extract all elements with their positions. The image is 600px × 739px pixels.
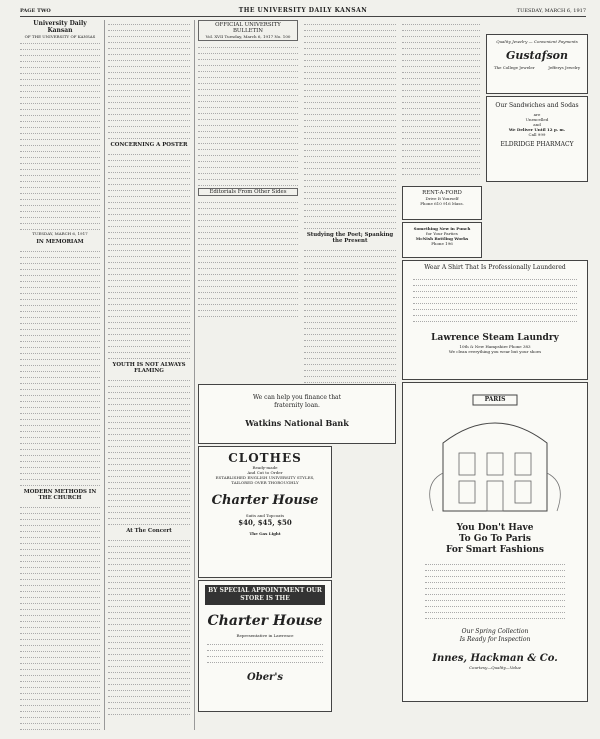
article-studying-poet [304,246,396,384]
article-editorials [198,198,298,317]
sandwiches-line3: and [533,122,541,127]
special-brand: Charter House [207,613,323,629]
sandwiches-line2: Unexcelled [525,117,549,122]
masthead-subtitle: OF THE UNIVERSITY OF KANSAS [24,34,96,39]
gustafson-footer [487,65,587,70]
headline-modern-methods: MODERN METHODS IN THE CHURCH [23,489,97,501]
bank-ad [198,384,396,444]
clothes-line1: Ready-made [252,465,278,470]
paris-line2: To Go To Paris [458,534,531,544]
sandwiches-ad [486,96,588,182]
laundry-name: Lawrence Steam Laundry [431,333,559,343]
article-youth-flaming [108,376,190,525]
rent-ford-line1: Drive It Yourself [425,196,459,201]
clothes-line2: And Cut to Order [247,470,283,475]
column-rule [104,20,105,730]
header-date: TUESDAY, MARCH 6, 1917 [516,8,586,14]
punch-line2: for Your Parties [426,231,458,236]
column-5-text [402,20,480,179]
article-top [108,20,190,139]
paris-banner: PARIS [484,396,506,403]
gustafson-left: The College Jeweler [493,65,535,70]
article-modern-methods [20,503,100,734]
bulletin-title: OFFICIAL UNIVERSITY BULLETIN [215,22,281,34]
gustafson-ad [486,34,588,94]
headline-studying-poet: Studying the Poet; Spanking the Present [306,232,394,244]
headline-concerning-poster: CONCERNING A POSTER [110,142,188,148]
bulletin-text [198,43,298,186]
column-2 [108,20,190,734]
editorials-box [198,188,298,196]
paris-body [403,556,587,624]
article-col5 [402,20,480,179]
paris-fashions-ad [402,382,588,702]
clothes-brand: Charter House [211,493,319,508]
headline-in-memoriam: IN MEMORIAM [36,239,84,245]
laundry-tagline: We clean everything you wear but your shoes [448,349,542,354]
special-title: BY SPECIAL APPOINTMENT OUR STORE IS THE [205,585,325,605]
bank-line1: We can help you finance that [252,394,342,401]
sandwiches-line5: Call 999 [528,132,546,137]
masthead-date: TUESDAY, MARCH 6, 1917 [32,231,88,236]
rent-a-ford-ad [402,186,482,220]
clothes-line3: ESTABLISHED ENGLISH UNIVERSITY STYLES, TAILORED OVER THOROUGHLY [215,475,315,485]
clothes-price-label: Suits and Topcoats [245,513,285,518]
paper-name: THE UNIVERSITY DAILY KANSAN [238,7,368,14]
masthead [20,20,100,39]
sandwiches-line1: are [533,112,541,117]
punch-line4: Phone 196 [431,241,453,246]
paris-line5: Is Ready for Inspection [459,636,531,643]
column-4 [304,20,396,384]
special-line1: Representative in Lawrence [236,633,294,638]
newspaper-page [20,6,586,734]
laundry-address: 10th & New Hampshire Phone 383 [459,344,531,349]
paris-illustration [403,383,587,523]
bulletin-subtitle: Vol. XVII Tuesday, March 6, 1917 No. 100 [205,34,291,39]
bank-name: Watkins National Bank [245,418,349,428]
punch-line1: Something New in Punch [413,226,471,231]
headline-at-concert: At The Concert [126,528,172,534]
masthead-title: University Daily Kansan [33,20,87,34]
clothes-store: The Gas Light [249,531,281,536]
column-rule [194,20,195,730]
article-col4-top [304,20,396,229]
sandwiches-line4: We Deliver Until 12 p. m. [508,127,566,132]
bulletin-box [198,20,298,41]
headline-editorials: Editorials From Other Sides [209,189,287,195]
gustafson-right: Jefferys Jewelry [548,65,581,70]
headline-youth-flaming: YOUTH IS NOT ALWAYS FLAMING [112,362,186,374]
paris-line4: Our Spring Collection [461,628,529,635]
clothes-ad [198,446,332,578]
paris-store: Innes, Hackman & Co. [432,653,558,664]
page-header [20,6,586,17]
laundry-ad [402,260,588,380]
gustafson-name: Gustafson [505,49,569,62]
column-3 [198,20,298,384]
page-label: PAGE TWO [20,8,51,14]
laundry-body [403,271,587,327]
paris-tagline: Courtesy—Quality—Value [468,665,522,670]
clothes-prices: $40, $45, $50 [238,518,292,527]
rent-ford-line2: Phone 610 916 Mass. [420,201,464,206]
bank-line2: fraternity loan. [274,402,320,409]
clothes-title: CLOTHES [228,451,302,465]
article-concerning-poster [108,150,190,359]
special-store: Ober's [246,672,284,683]
rent-ford-title: RENT-A-FORD [422,190,462,196]
column-1 [20,20,100,734]
paris-line1: You Don't Have [456,523,534,533]
paris-line3: For Smart Fashions [445,545,545,555]
laundry-title: Wear A Shirt That Is Professionally Laundered [424,264,566,271]
gustafson-line1: Quality Jewelry — Convenient Payments [496,39,578,44]
sandwiches-store: ELDRIDGE PHARMACY [500,141,574,148]
special-body [199,638,331,666]
staff-listing [20,39,100,230]
sandwiches-title: Our Sandwiches and Sodas [495,102,579,109]
article-at-concert [108,536,190,715]
article-in-memoriam [20,247,100,486]
punch-line3: McNish Bottling Works [415,236,469,241]
special-appointment-ad [198,580,332,712]
punch-ad [402,222,482,258]
